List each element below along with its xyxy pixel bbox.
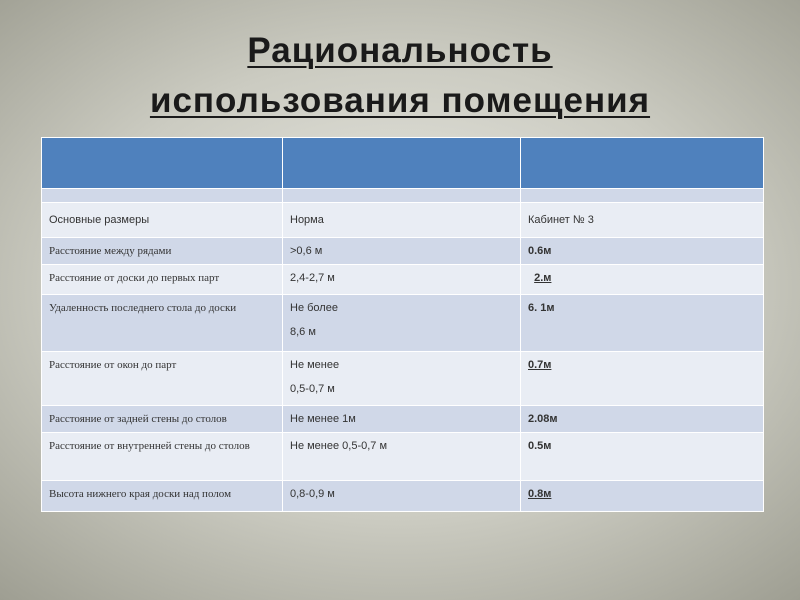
title-line-2: использования помещения [149,81,651,120]
table-row [42,433,764,481]
value-cell: 0.6м [521,238,764,265]
header-cell [42,138,283,189]
norm-line-1: Не более [290,302,338,314]
norm-line-2: 0,5-0,7 м [290,383,335,395]
header-cell [283,138,521,189]
spacer-cell [521,189,764,203]
norm-line-1: Не менее [290,359,340,371]
value-cell [521,352,764,406]
column-header-parameter: Основные размеры [42,203,283,238]
value-text: 2.м [534,272,552,284]
value-text: 0.7м [528,359,552,371]
table-row [42,295,764,352]
value-cell [521,265,764,295]
param-cell: Высота нижнего края доски над полом [42,481,283,512]
param-cell: Расстояние от задней стены до столов [42,406,283,433]
norm-cell [283,352,521,406]
norms-table [41,137,764,512]
param-cell: Расстояние между рядами [42,238,283,265]
title-line-1: Рациональность [247,31,553,70]
column-header-cabinet: Кабинет № 3 [521,203,764,238]
table-row [42,265,764,295]
norm-cell: 0,8-0,9 м [283,481,521,512]
norm-cell: Не менее 1м [283,406,521,433]
table-row [42,481,764,512]
param-cell: Удаленность последнего стола до доски [42,295,283,352]
value-text: 0.8м [528,488,552,500]
table-row [42,352,764,406]
spacer-cell [42,189,283,203]
value-cell: 6. 1м [521,295,764,352]
norm-cell: Не менее 0,5-0,7 м [283,433,521,481]
table-header-band [42,138,764,189]
table-row [42,238,764,265]
value-cell: 0.5м [521,433,764,481]
spacer-cell [283,189,521,203]
column-header-norm: Норма [283,203,521,238]
value-cell: 2.08м [521,406,764,433]
param-cell: Расстояние от внутренней стены до столов [42,433,283,481]
norm-line-2: 8,6 м [290,326,316,338]
page-title [0,26,800,126]
header-cell [521,138,764,189]
table-row [42,406,764,433]
norm-cell: >0,6 м [283,238,521,265]
param-cell: Расстояние от окон до парт [42,352,283,406]
norm-cell: 2,4-2,7 м [283,265,521,295]
norm-cell [283,295,521,352]
column-headers-row [42,203,764,238]
value-cell [521,481,764,512]
table-spacer-row [42,189,764,203]
param-cell: Расстояние от доски до первых парт [42,265,283,295]
